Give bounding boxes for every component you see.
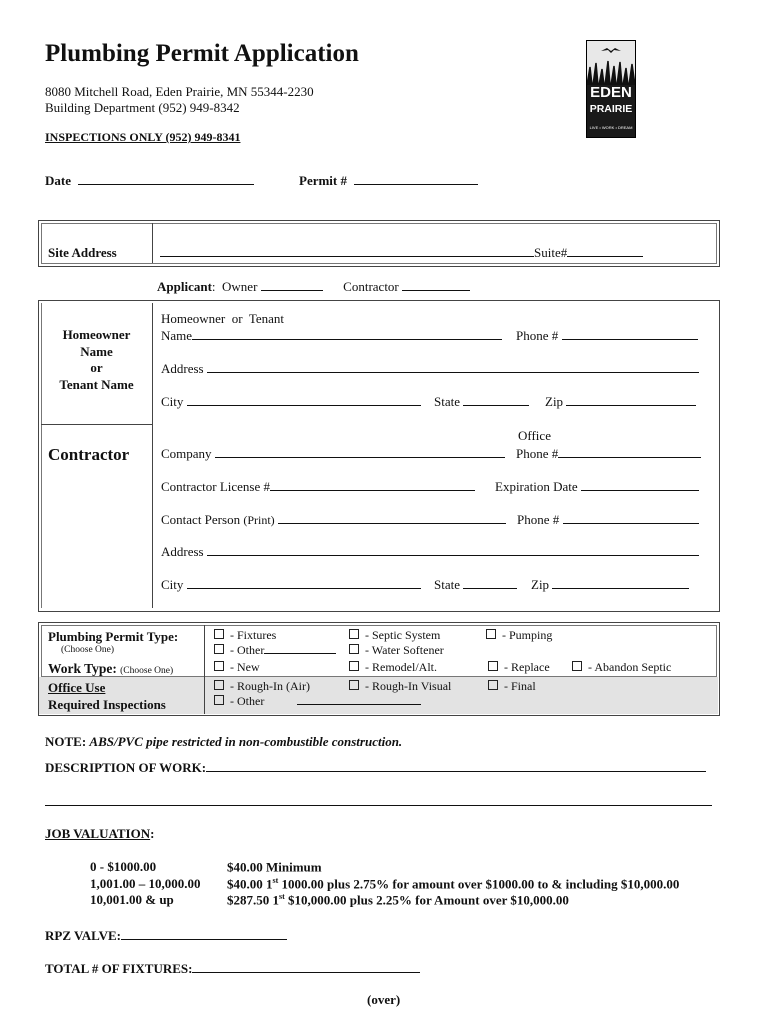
work-type-label: Work Type: — [48, 661, 117, 676]
rpz-row — [45, 927, 287, 944]
contractor-contact-phone-label: Phone # — [517, 512, 560, 527]
homeowner-address-label: Address — [161, 361, 204, 376]
rpz-label: RPZ VALVE: — [45, 928, 121, 943]
homeowner-heading: Homeowner or Tenant — [161, 311, 285, 326]
checkbox-icon[interactable] — [488, 680, 498, 690]
valuation-fee: $40.00 Minimum — [227, 859, 322, 875]
contractor-office-label: Office — [518, 428, 551, 443]
contractor-state-row — [434, 576, 517, 593]
page-title: Plumbing Permit Application — [45, 40, 359, 67]
permit-type-divider — [204, 625, 205, 714]
valuation-fee: $40.00 1st 1000.00 plus 2.75% for amount over $1000.00 to & including $10,000.00 — [227, 876, 680, 892]
homeowner-zip-field[interactable] — [566, 393, 696, 406]
homeowner-name-label: Name — [161, 328, 193, 343]
permit-row — [299, 172, 478, 189]
logo-line-prairie: PRAIRIE — [589, 103, 633, 115]
description-row — [45, 759, 706, 776]
homeowner-zip-row — [545, 393, 696, 410]
homeowner-address-field[interactable] — [207, 360, 699, 373]
contractor-zip-field[interactable] — [552, 576, 689, 589]
contractor-city-label: City — [161, 577, 184, 592]
contractor-section-label: Contractor — [48, 445, 130, 464]
work-opt-replace[interactable]: - Replace — [488, 660, 550, 675]
homeowner-phone-label: Phone # — [516, 328, 559, 343]
homeowner-label-line1: Homeowner — [62, 327, 131, 342]
party-info-divider — [152, 303, 153, 608]
description-field-line2[interactable] — [45, 805, 712, 806]
contractor-address-field[interactable] — [207, 543, 699, 556]
checkbox-icon[interactable] — [214, 695, 224, 705]
homeowner-phone-row — [516, 327, 698, 344]
contractor-contact-phone-row — [517, 511, 699, 528]
contractor-city-field[interactable] — [187, 576, 421, 589]
job-valuation-label: JOB VALUATION — [45, 826, 151, 841]
note-row — [45, 734, 402, 750]
valuation-range: 1,001.00 – 10,000.00 — [90, 876, 201, 891]
contractor-contact-phone-field[interactable] — [563, 511, 699, 524]
note-prefix: NOTE: — [45, 734, 87, 749]
homeowner-label-line4: Tenant Name — [59, 376, 134, 392]
inspections-phone: INSPECTIONS ONLY (952) 949-8341 — [45, 130, 241, 144]
fixtures-label: TOTAL # OF FIXTURES: — [45, 961, 193, 976]
valuation-row — [90, 892, 174, 908]
inspect-opt-final[interactable]: - Final — [488, 679, 536, 694]
valuation-range: 0 - $1000.00 — [90, 859, 157, 874]
checkbox-icon[interactable] — [214, 680, 224, 690]
date-field[interactable] — [78, 172, 254, 185]
contractor-address-label: Address — [161, 544, 204, 559]
contractor-contact-label: Contact Person — [161, 512, 241, 527]
homeowner-name-field[interactable] — [192, 327, 502, 340]
work-opt-abandon-septic[interactable]: - Abandon Septic — [572, 660, 671, 675]
fixtures-field[interactable] — [192, 960, 420, 973]
valuation-row — [90, 876, 201, 892]
checkbox-icon[interactable] — [349, 629, 359, 639]
party-info-mid-line — [41, 424, 152, 425]
applicant-row: Applicant: Owner Contractor — [157, 278, 470, 295]
checkbox-icon[interactable] — [349, 680, 359, 690]
homeowner-city-label: City — [161, 394, 184, 409]
suite-label: Suite# — [534, 245, 568, 260]
date-row — [45, 172, 254, 189]
eden-prairie-logo — [586, 40, 636, 138]
checkbox-icon[interactable] — [214, 629, 224, 639]
permit-number-field[interactable] — [354, 172, 478, 185]
contractor-expiration-row — [495, 478, 699, 495]
checkbox-icon[interactable] — [349, 661, 359, 671]
contractor-contact-field[interactable] — [278, 511, 506, 524]
permit-other-field[interactable] — [264, 643, 336, 654]
homeowner-address-row — [161, 360, 699, 377]
site-divider — [152, 223, 153, 263]
contractor-license-label: Contractor License # — [161, 479, 271, 494]
homeowner-state-field[interactable] — [463, 393, 529, 406]
contractor-state-field[interactable] — [463, 576, 517, 589]
work-type-row-label — [48, 661, 173, 677]
bird-grass-icon — [587, 41, 635, 85]
fixtures-row — [45, 960, 420, 977]
suite-field[interactable] — [567, 244, 643, 257]
rpz-field[interactable] — [121, 927, 287, 940]
valuation-row — [90, 859, 156, 875]
valuation-fee: $287.50 1st $10,000.00 plus 2.25% for Amount over $10,000.00 — [227, 892, 569, 908]
permit-opt-septic[interactable]: - Septic System — [349, 628, 440, 643]
work-opt-remodel[interactable]: - Remodel/Alt. — [349, 660, 437, 675]
permit-opt-fixtures[interactable]: - Fixtures — [214, 628, 276, 643]
contractor-contact-row — [161, 511, 506, 528]
contractor-address-row — [161, 543, 699, 560]
homeowner-phone-field[interactable] — [562, 327, 698, 340]
homeowner-city-field[interactable] — [187, 393, 421, 406]
checkbox-icon[interactable] — [214, 644, 224, 654]
applicant-owner-field[interactable] — [261, 278, 323, 291]
contractor-license-row — [161, 478, 475, 495]
logo-tagline: LIVE • WORK • DREAM — [589, 125, 633, 130]
office-address: 8080 Mitchell Road, Eden Prairie, MN 55344-2230 — [45, 84, 314, 99]
site-address-row — [160, 244, 643, 261]
applicant-contractor-label: Contractor — [343, 279, 399, 294]
note-text: ABS/PVC pipe restricted in non-combustible construction. — [89, 734, 403, 749]
checkbox-icon[interactable] — [488, 661, 498, 671]
homeowner-label-line3: or — [90, 360, 103, 375]
description-label: DESCRIPTION OF WORK: — [45, 760, 207, 775]
date-label: Date — [45, 173, 71, 188]
homeowner-state-label: State — [434, 394, 460, 409]
permit-type-choose: (Choose One) — [61, 645, 115, 655]
homeowner-label-line2: Name — [80, 343, 113, 359]
homeowner-zip-label: Zip — [545, 394, 564, 409]
contractor-print-label: (Print) — [243, 513, 275, 527]
contractor-phone-label: Phone # — [516, 446, 559, 461]
contractor-license-field[interactable] — [270, 478, 475, 491]
permit-opt-pumping[interactable]: - Pumping — [486, 628, 552, 643]
permit-label: Permit # — [299, 173, 348, 188]
contractor-phone-row — [516, 445, 701, 462]
checkbox-icon[interactable] — [486, 629, 496, 639]
department-phone: Building Department (952) 949-8342 — [45, 100, 240, 115]
inspect-opt-other[interactable]: - Other — [214, 694, 421, 709]
office-use-label: Office Use — [48, 680, 106, 695]
contractor-company-row — [161, 445, 505, 462]
contractor-company-label: Company — [161, 446, 212, 461]
contractor-phone-field[interactable] — [558, 445, 701, 458]
permit-opt-other[interactable]: - Other — [214, 643, 336, 658]
site-address-field[interactable] — [160, 244, 534, 257]
inspect-other-field[interactable] — [297, 694, 421, 705]
applicant-owner-label: Owner — [222, 279, 258, 294]
logo-line-eden: EDEN — [590, 84, 632, 101]
applicant-contractor-field[interactable] — [402, 278, 470, 291]
checkbox-icon[interactable] — [214, 661, 224, 671]
checkbox-icon[interactable] — [349, 644, 359, 654]
contractor-city-row — [161, 576, 421, 593]
inspect-opt-rough-visual[interactable]: - Rough-In Visual — [349, 679, 451, 694]
inspect-opt-rough-air[interactable]: - Rough-In (Air) — [214, 679, 310, 694]
valuation-range: 10,001.00 & up — [90, 892, 174, 907]
work-type-choose: (Choose One) — [120, 666, 174, 676]
contractor-state-label: State — [434, 577, 460, 592]
contractor-zip-label: Zip — [531, 577, 550, 592]
homeowner-state-row — [434, 393, 529, 410]
description-field[interactable] — [206, 759, 706, 772]
contractor-expiration-field[interactable] — [581, 478, 699, 491]
permit-type-label: Plumbing Permit Type: — [48, 629, 179, 644]
checkbox-icon[interactable] — [572, 661, 582, 671]
permit-opt-water-softener[interactable]: - Water Softener — [349, 643, 444, 658]
required-inspections-label: Required Inspections — [48, 697, 166, 712]
site-address-label: Site Address — [48, 245, 117, 260]
applicant-label: Applicant — [157, 279, 212, 294]
contractor-company-field[interactable] — [215, 445, 505, 458]
homeowner-section-label — [41, 327, 152, 393]
homeowner-city-row — [161, 393, 421, 410]
job-valuation-heading: JOB VALUATION: — [45, 826, 155, 841]
page-footer-over: (over) — [367, 992, 401, 1007]
contractor-expiration-label: Expiration Date — [495, 479, 578, 494]
homeowner-name-row — [161, 327, 502, 344]
contractor-zip-row — [531, 576, 689, 593]
work-opt-new[interactable]: - New — [214, 660, 260, 675]
